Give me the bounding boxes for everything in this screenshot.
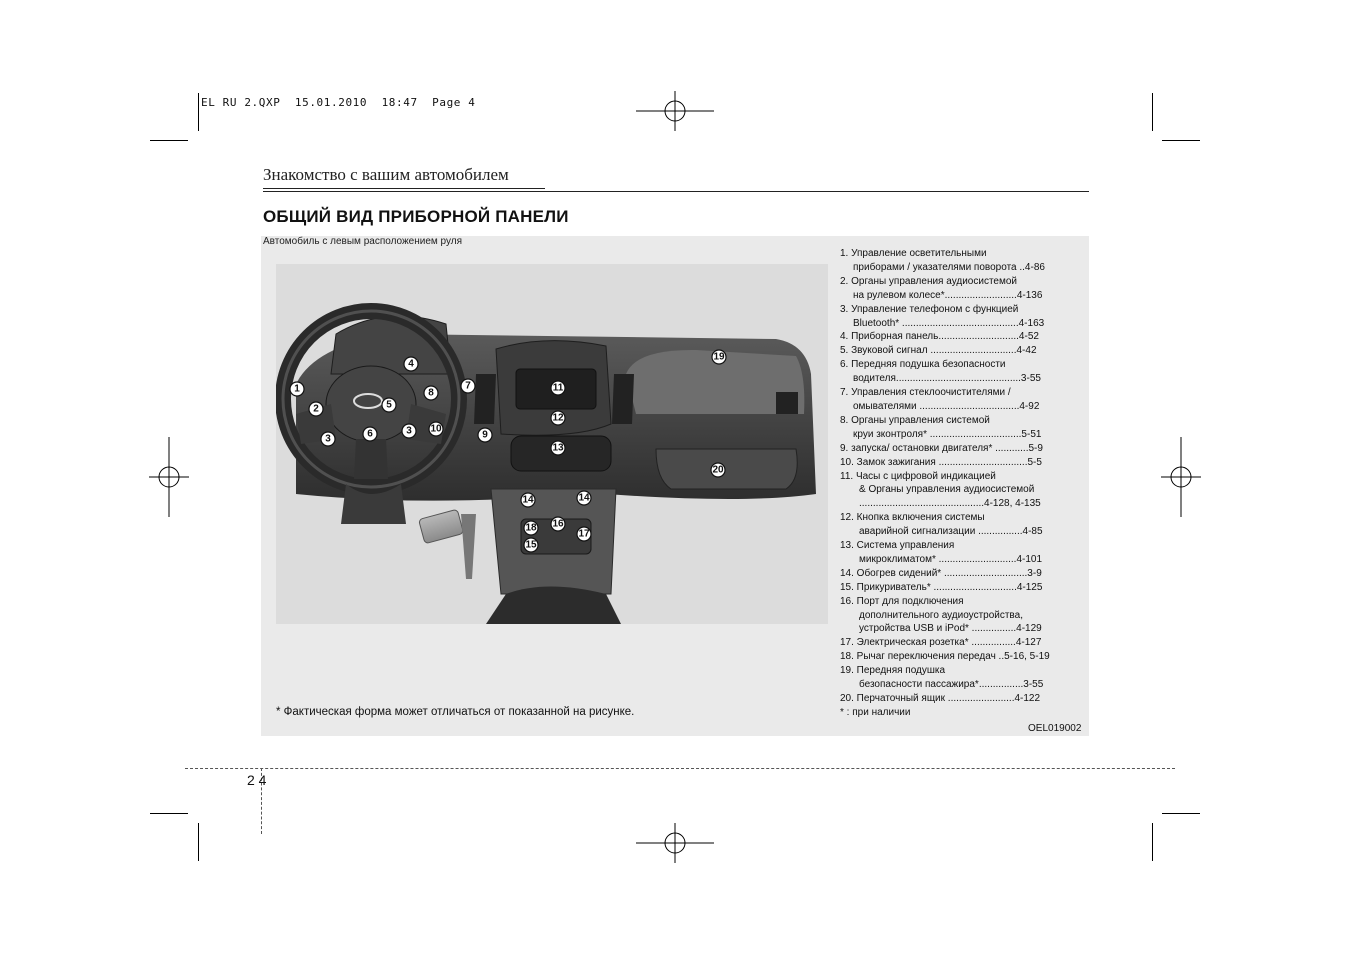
- legend-line: & Органы управления аудиосистемой: [859, 484, 1035, 496]
- svg-text:1: 1: [294, 383, 300, 395]
- callout-1: [290, 382, 304, 396]
- svg-text:15: 15: [525, 539, 537, 551]
- callout-layer: [276, 264, 828, 624]
- legend-line: 20. Перчаточный ящик ........................4-122: [840, 693, 1041, 704]
- legend-line: приборами / указателями поворота ..4-86: [853, 261, 1045, 273]
- legend-line: на рулевом колесе*..........................4-136: [853, 289, 1043, 301]
- svg-text:7: 7: [465, 380, 471, 392]
- legend-line: Bluetooth* ..........................................4-163: [853, 317, 1045, 329]
- svg-text:13: 13: [552, 442, 564, 454]
- legend-line: 18. Рычаг переключения передач ..5-16, 5-19: [840, 651, 1050, 663]
- legend-line: 8. Органы управления системой: [840, 414, 990, 426]
- callout-15: [524, 538, 538, 552]
- crop-mark: [1152, 93, 1153, 131]
- svg-text:16: 16: [552, 518, 564, 530]
- svg-text:10: 10: [430, 423, 442, 435]
- callout-20: [711, 463, 725, 477]
- legend-line: 15. Прикуриватель* ..............................4-125: [840, 581, 1043, 593]
- callout-13: [551, 441, 565, 455]
- callout-3: [321, 432, 335, 446]
- page-number: 2 4: [247, 772, 267, 788]
- legend-line: круи зконтроля* .................................5-51: [853, 428, 1042, 440]
- svg-text:3: 3: [406, 425, 412, 437]
- callout-17: [577, 527, 591, 541]
- callout-16: [551, 517, 565, 531]
- crop-mark: [150, 813, 188, 814]
- legend-line: водителя.............................................3-55: [853, 373, 1041, 385]
- svg-text:2: 2: [313, 403, 319, 415]
- legend-line: 1. Управление осветительными: [840, 248, 987, 259]
- registration-mark-left: [149, 437, 189, 517]
- figure-footnote: * Фактическая форма может отличаться от показанной на рисунке.: [276, 706, 635, 718]
- svg-text:19: 19: [713, 351, 725, 363]
- legend-line: 17. Электрическая розетка* ................4-127: [840, 637, 1042, 649]
- svg-text:4: 4: [408, 358, 414, 370]
- legend-line: 16. Порт для подключения: [840, 595, 964, 607]
- printer-slug: EL RU 2.QXP 15.01.2010 18:47 Page 4: [201, 96, 476, 109]
- svg-text:14: 14: [522, 494, 534, 506]
- section-underline: [263, 188, 545, 189]
- svg-text:17: 17: [578, 528, 590, 540]
- legend-line: 6. Передняя подушка безопасности: [840, 359, 1006, 371]
- svg-text:6: 6: [367, 428, 373, 440]
- crop-mark: [198, 93, 199, 131]
- crop-mark: [1162, 140, 1200, 141]
- callout-4: [404, 357, 418, 371]
- section-title: Знакомство с вашим автомобилем: [263, 165, 509, 184]
- registration-mark-top: [636, 91, 714, 131]
- legend-line: 2. Органы управления аудиосистемой: [840, 275, 1017, 287]
- legend-line: омывателями ....................................4-92: [853, 400, 1040, 412]
- footer-dashed-rule: [185, 768, 1175, 769]
- legend-line: 14. Обогрев сидений* ..............................3-9: [840, 567, 1042, 579]
- callout-14-left: [521, 493, 535, 507]
- crop-mark: [150, 140, 188, 141]
- registration-mark-bottom: [636, 823, 714, 863]
- legend-line: 13. Система управления: [840, 540, 955, 552]
- legend-line: 19. Передняя подушка: [840, 665, 946, 677]
- svg-text:18: 18: [525, 522, 537, 534]
- legend-line: * : при наличии: [840, 706, 911, 718]
- callout-11: [551, 381, 565, 395]
- figure-code: OEL019002: [1028, 723, 1082, 734]
- crop-mark: [1152, 823, 1153, 861]
- legend-line: 3. Управление телефоном с функцией: [840, 303, 1019, 315]
- header-rule: [263, 191, 1089, 192]
- legend-line: аварийной сигнализации ................4-85: [859, 526, 1043, 538]
- component-legend: [840, 247, 1092, 720]
- page-title: ОБЩИЙ ВИД ПРИБОРНОЙ ПАНЕЛИ: [263, 207, 569, 226]
- svg-text:20: 20: [712, 464, 724, 476]
- legend-line: безопасности пассажира*................3-55: [859, 679, 1044, 691]
- callout-14-right: [577, 491, 591, 505]
- callout-12: [551, 411, 565, 425]
- svg-text:9: 9: [482, 429, 488, 441]
- registration-mark-right: [1161, 437, 1201, 517]
- callout-7: [461, 379, 475, 393]
- callout-2: [309, 402, 323, 416]
- legend-line: устройства USB и iPod* ................4-129: [859, 623, 1042, 635]
- legend-line: 10. Замок зажигания ................................5-5: [840, 456, 1042, 468]
- svg-text:12: 12: [552, 412, 564, 424]
- callout-10: [429, 422, 443, 436]
- svg-text:11: 11: [552, 382, 564, 394]
- callout-19: [712, 350, 726, 364]
- callout-18: [524, 521, 538, 535]
- callout-5: [382, 398, 396, 412]
- svg-text:8: 8: [428, 387, 434, 399]
- callout-3b: [402, 424, 416, 438]
- svg-text:5: 5: [386, 399, 392, 411]
- callout-8: [424, 386, 438, 400]
- crop-mark: [198, 823, 199, 861]
- legend-line: дополнительного аудиоустройства,: [859, 609, 1023, 621]
- legend-line: 4. Приборная панель.............................4-52: [840, 331, 1039, 343]
- legend-line: 12. Кнопка включения системы: [840, 512, 985, 524]
- figure-subtitle: Автомобиль с левым расположением руля: [263, 236, 463, 247]
- legend-line: 5. Звуковой сигнал ...............................4-42: [840, 345, 1037, 357]
- svg-text:3: 3: [325, 433, 331, 445]
- legend-line: микроклиматом* ............................4-101: [859, 553, 1043, 565]
- callout-9: [478, 428, 492, 442]
- legend-line: 7. Управления стеклоочистителями /: [840, 387, 1011, 399]
- legend-line: 9. запуска/ остановки двигателя* ............5-9: [840, 442, 1043, 454]
- legend-line: .............................................4-128, 4-135: [859, 498, 1041, 510]
- legend-line: 11. Часы с цифровой индикацией: [840, 470, 996, 482]
- crop-mark: [1162, 813, 1200, 814]
- callout-6: [363, 427, 377, 441]
- svg-text:14: 14: [578, 492, 590, 504]
